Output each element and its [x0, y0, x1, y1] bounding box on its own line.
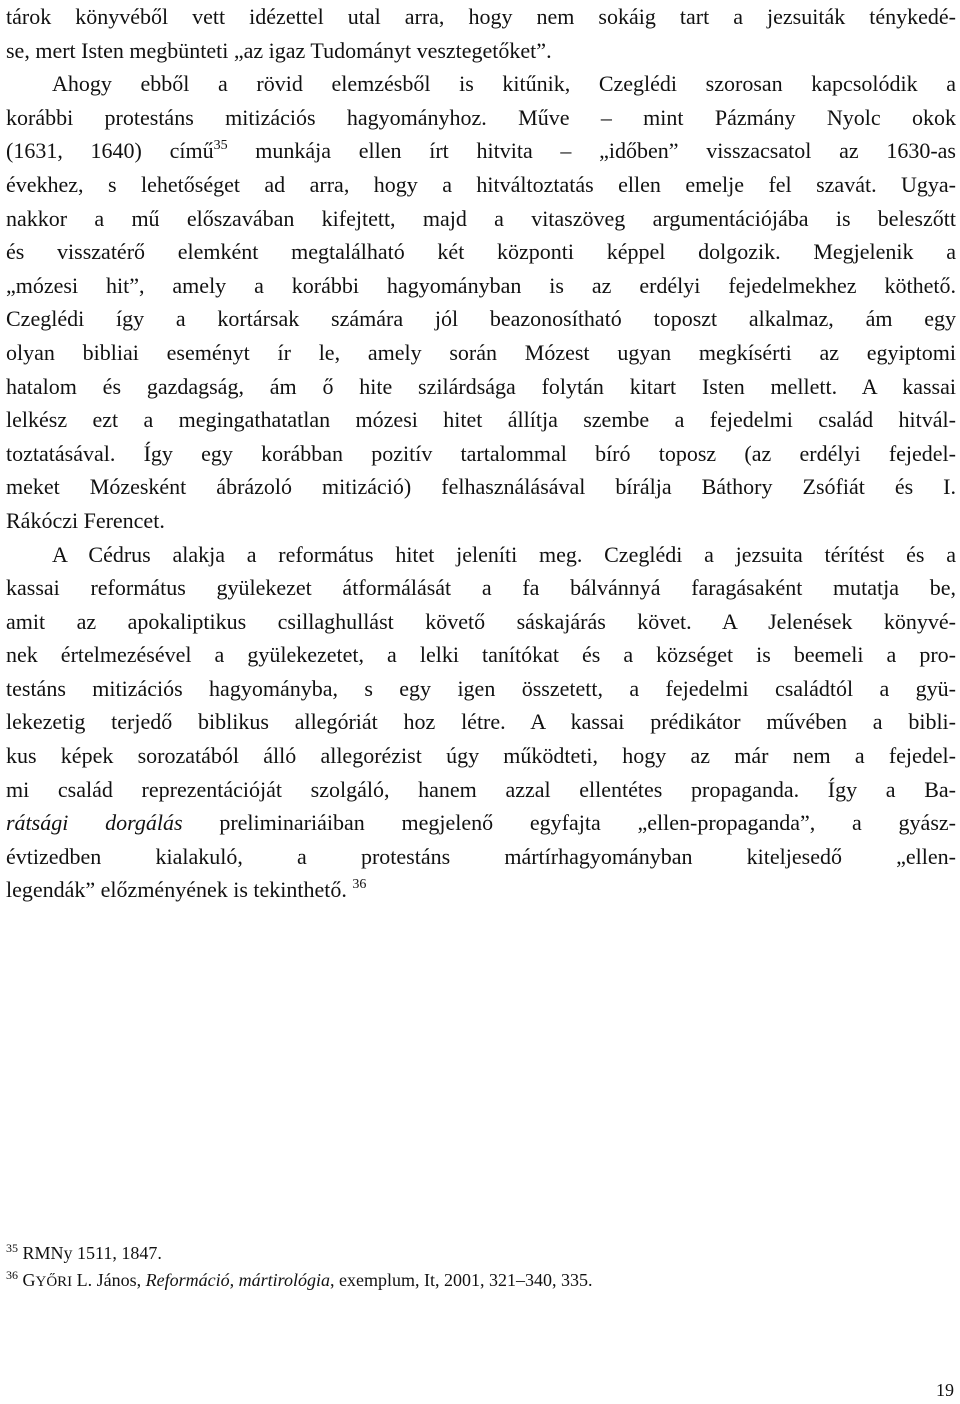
footnote-ref-36[interactable]: 36 — [352, 877, 367, 893]
footnote-36 — [6, 1267, 956, 1294]
text-line — [6, 873, 956, 907]
text-line: nek értelmezésével a gyülekezetet, a lelki tanítókat és a községet is beemeli a pro- — [6, 642, 956, 668]
text-line: lekezetig terjedő biblikus allegóriát hoz létre. A kassai prédikátor művében a bibli- — [6, 709, 956, 735]
footnote-35 — [6, 1240, 956, 1267]
text-line: toztatásával. Így egy korábban pozitív tartalommal bíró toposz (az erdélyi fejedel- — [6, 440, 956, 466]
text-line: Rákóczi Ferencet. — [6, 507, 165, 533]
footnote-text: L. János, — [72, 1270, 146, 1290]
page-number: 19 — [936, 1380, 954, 1400]
author-initial: G — [22, 1270, 36, 1290]
text-line: korábbi protestáns mitizációs hagyományhoz. Műve – mint Pázmány Nyolc okok — [6, 104, 956, 130]
author-smallcaps: YŐRI — [35, 1274, 73, 1290]
text-span: munkája ellen írt hitvita – „időben” visszacsatol az 1630-as — [227, 138, 956, 164]
footnote-title-italic: Reformáció, mártirológia — [145, 1270, 330, 1290]
text-line: Czeglédi így a kortársak számára jól beazonosítható toposzt alkalmaz, ám egy — [6, 306, 956, 332]
text-line: olyan bibliai eseményt ír le, amely során Mózest ugyan megkísérti az egyiptomi — [6, 339, 956, 365]
text-line: amit az apokaliptikus csillaghullást követő sáskajárás követ. A Jelenések könyvé- — [6, 608, 956, 634]
text-line: kus képek sorozatából álló allegorézist úgy működteti, hogy az már nem a fejedel- — [6, 743, 956, 769]
text-line: se, mert Isten megbünteti „az igaz Tudományt vesztegetőket”. — [6, 37, 552, 63]
text-line: hatalom és gazdagság, ám ő hite szilárdsága folytán kitart Isten mellett. A kassai — [6, 373, 956, 399]
text-line: tárok könyvéből vett idézettel utal arra, hogy nem sokáig tart a jezsuiták ténykedé- — [6, 4, 956, 29]
text-line: évekhez, s lehetőséget ad arra, hogy a hitváltoztatás ellen emelje fel szavát. Ugya- — [6, 171, 956, 197]
text-span: preliminariáiban megjelenő egyfajta „ellen-propaganda”, a gyász- — [182, 810, 956, 836]
book-title-italic: rátsági dorgálás — [6, 810, 183, 836]
text-line: A Cédrus alakja a református hitet jeleníti meg. Czeglédi a jezsuita térítést és a — [52, 541, 956, 567]
text-line — [6, 806, 956, 840]
text-line: és visszatérő elemként megtalálható két központi képpel dolgozik. Megjelenik a — [6, 239, 956, 265]
text-line: évtizedben kialakuló, a protestáns mártírhagyományban kiteljesedő „ellen- — [6, 843, 956, 869]
footnote-ref-35[interactable]: 35 — [213, 138, 228, 154]
text-line: Ahogy ebből a rövid elemzésből is kitűnik, Czeglédi szorosan kapcsolódik a — [52, 71, 956, 97]
text-span: legendák” előzményének is tekinthető. — [6, 877, 347, 903]
footnote-number: 35 — [6, 1241, 18, 1255]
text-line: nakkor a mű előszavában kifejtett, majd a vitaszöveg argumentációjába is beleszőtt — [6, 205, 956, 231]
text-line: lelkész ezt a megingathatatlan mózesi hitet állítja szembe a fejedelmi család hitvál- — [6, 407, 956, 433]
text-line: mi család reprezentációját szolgáló, hanem azzal ellentétes propaganda. Így a Ba- — [6, 776, 956, 802]
text-line: meket Mózesként ábrázoló mitizáció) felhasználásával bírálja Báthory Zsófiát és I. — [6, 474, 956, 500]
text-span: (1631, 1640) című — [6, 138, 214, 164]
main-text — [6, 0, 956, 907]
footnotes — [6, 1240, 956, 1294]
text-line: „mózesi hit”, amely a korábbi hagyományban is az erdélyi fejedelmekhez köthető. — [6, 272, 956, 298]
text-line — [6, 134, 956, 168]
footnote-number: 36 — [6, 1268, 18, 1282]
footnote-text: , exemplum, It, 2001, 321–340, 335. — [330, 1270, 593, 1290]
text-line: kassai református gyülekezet átformálását a fa bálvánnyá faragásaként mutatja be, — [6, 575, 956, 601]
footnote-text: RMNy 1511, 1847. — [22, 1243, 162, 1263]
text-line: testáns mitizációs hagyományba, s egy igen összetett, a fejedelmi családtól a gyü- — [6, 675, 956, 701]
